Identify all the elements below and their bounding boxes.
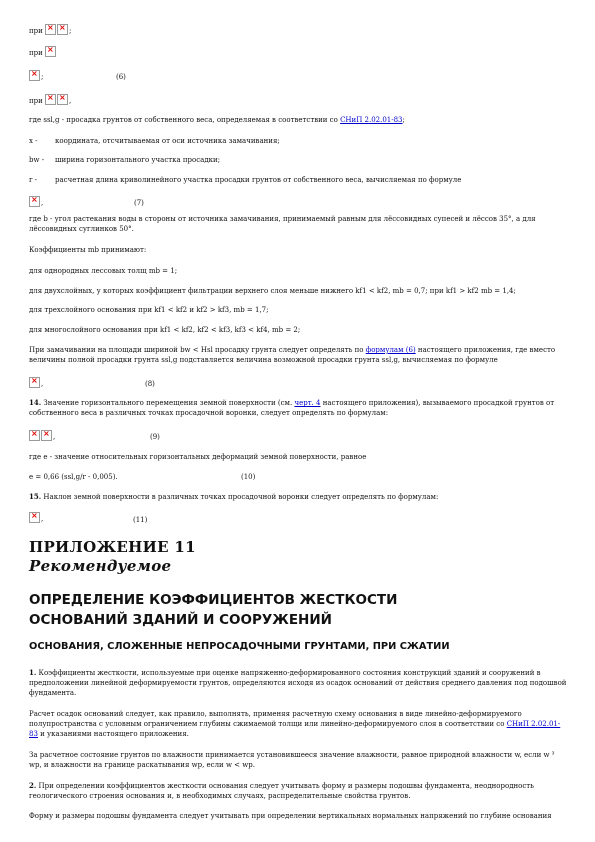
formula-6-link[interactable]: формулам (6) — [365, 346, 416, 354]
formula-line-4 — [29, 94, 71, 106]
definition-bw — [29, 155, 220, 165]
text-when: при — [29, 49, 43, 57]
text: настоящего приложения), вызываемого просадкой грунтов от собственного веса в различных точках просадочной воронки, следует определять по формулам: — [29, 399, 555, 417]
mb-intro: Коэффициенты mb принимают: — [29, 246, 147, 254]
text: При определении коэффициентов жесткости основания следует учитывать форму и размеры подошвы фундамента, неоднородность геологического строения основания и, в необходимых случаях, распределительные свойства грунтов. — [29, 782, 534, 800]
note-paragraph — [29, 345, 569, 365]
formula-number-6: (6) — [116, 73, 126, 81]
formula-number-7: (7) — [134, 199, 144, 207]
mb-case-2: для двухслойных, у которых коэффициент фильтрации верхнего слоя меньше нижнего kf1 < kf2, mb = 0,7; при kf1 > kf2 mb = 1,4; — [29, 287, 516, 295]
punct: ; — [69, 27, 72, 35]
formula-number-8: (8) — [145, 380, 155, 388]
broken-image-icon — [57, 94, 68, 105]
broken-image-icon — [45, 46, 56, 57]
broken-image-icon — [29, 512, 40, 523]
broken-image-icon — [29, 70, 40, 81]
mb-case-1: для однородных лессовых толщ mb = 1; — [29, 267, 178, 275]
punct: ; — [41, 73, 44, 81]
paragraph-15 — [29, 492, 438, 502]
item-number: 1. — [29, 668, 37, 677]
symbol: r - — [29, 176, 37, 184]
text: настоящего приложения, где вместо величины полной просадки грунта ssl,g подставляется величина возможной просадки грунта ssl,g, вычисляемая по формуле — [29, 346, 556, 364]
paragraph-2 — [29, 709, 569, 739]
text-when: при — [29, 97, 43, 105]
symbol: bw - — [29, 156, 45, 164]
formula-line-8: ×, — [29, 377, 43, 389]
formula-line-1 — [29, 24, 71, 36]
punct: ; — [402, 116, 405, 124]
mb-case-4: для многослойного основания при kf1 < kf2, kf2 < kf3, kf3 < kf4, mb = 2; — [29, 326, 301, 334]
section-title-line-1: ОПРЕДЕЛЕНИЕ КОЭФФИЦИЕНТОВ ЖЕСТКОСТИ — [29, 592, 398, 608]
text: Значение горизонтального перемещения земной поверхности (см. — [43, 399, 293, 407]
broken-image-icon — [57, 24, 68, 35]
broken-image-icon — [29, 430, 40, 441]
snip-link-2[interactable]: СНиП 2.02.01-83 — [29, 720, 561, 738]
paragraph-4 — [29, 781, 569, 801]
text: Расчет осадок оснований следует, как правило, выполнять, применяя расчетную схему основания в виде линейно-деформируемого полупространства с условным ограничением глубины сжимаемой толщи или линейно-деформируемого слоя в соответствии со — [29, 710, 522, 728]
subsection-title: ОСНОВАНИЯ, СЛОЖЕННЫЕ НЕПРОСАДОЧНЫМИ ГРУНТАМИ, ПРИ СЖАТИИ — [29, 641, 450, 652]
mb-case-3: для трехслойного основания при kf1 < kf2 и kf2 > kf3, mb = 1,7; — [29, 306, 269, 314]
broken-image-icon — [41, 430, 52, 441]
formula-line-7: ×, — [29, 196, 43, 208]
formula-line-3 — [29, 70, 43, 82]
punct: , — [69, 97, 72, 105]
formula-number-9: (9) — [150, 433, 160, 441]
broken-image-icon — [45, 94, 56, 105]
paragraph-5: Форму и размеры подошвы фундамента следует учитывать при определении вертикальных нормальных напряжений по глубине основания — [29, 812, 552, 820]
item-number: 15. — [29, 492, 42, 501]
paragraph-3: За расчетное состояние грунтов по влажности принимается установившееся значение влажности, равное природной влажности w, если w ³ wp, и влажности на границе раскатывания wp, если w < wp. — [29, 751, 555, 769]
definition-beta: где b - угол растекания воды в стороны от источника замачивания, принимаемый равным для лёссовидных супесей и лёссов 35°, а для лёссовидных суглинков 50°. — [29, 215, 536, 233]
broken-image-icon — [29, 377, 40, 388]
formula-line-2 — [29, 46, 57, 58]
paragraph-14 — [29, 398, 569, 418]
description: расчетная длина криволинейного участка просадки грунтов от собственного веса, вычисляемая по формуле — [55, 176, 462, 184]
definition-ssl — [29, 115, 405, 125]
description: ширина горизонтального участка просадки; — [55, 156, 221, 164]
item-number: 2. — [29, 781, 37, 790]
section-title-line-2: ОСНОВАНИЙ ЗДАНИЙ И СООРУЖЕНИЙ — [29, 612, 332, 628]
formula-number-11: (11) — [133, 516, 148, 524]
formula-line-10: e = 0,66 (ssl,g/r - 0,005). — [29, 473, 118, 481]
snip-link[interactable]: СНиП 2.02.01-83 — [340, 116, 403, 124]
text: Коэффициенты жесткости, используемые при оценке напряженно-деформированного состояния конструкций зданий и сооружений в предположении линейной деформируемости грунтов, определяются исходя из осадок оснований от действия среднего давления под подошвой фундамента. — [29, 669, 567, 697]
text: где ssl,g - просадка грунтов от собственного веса, определяемая в соответствии со — [29, 116, 338, 124]
broken-image-icon — [29, 196, 40, 207]
appendix-title: ПРИЛОЖЕНИЕ 11 — [29, 538, 196, 556]
drawing-4-link[interactable]: черт. 4 — [294, 399, 321, 407]
paragraph-1 — [29, 668, 569, 698]
text-when: при — [29, 27, 43, 35]
formula-line-9: ××, — [29, 430, 55, 442]
symbol: x - — [29, 137, 38, 145]
broken-image-icon — [45, 24, 56, 35]
text: Наклон земной поверхности в различных точках просадочной воронки следует определять по формулам: — [43, 493, 439, 501]
item-number: 14. — [29, 398, 42, 407]
definition-x — [29, 136, 280, 146]
formula-line-11: ×, — [29, 512, 43, 524]
description: координата, отсчитываемая от оси источника замачивания; — [55, 137, 280, 145]
definition-r — [29, 175, 461, 185]
text: и указаниями настоящего приложения. — [40, 730, 189, 738]
text: При замачивании на площади шириной bw < Hsl просадку грунта следует определять по — [29, 346, 364, 354]
appendix-subtitle: Рекомендуемое — [29, 557, 172, 575]
definition-epsilon: где e - значение относительных горизонтальных деформаций земной поверхности, равное — [29, 453, 367, 461]
formula-number-10: (10) — [241, 473, 256, 481]
